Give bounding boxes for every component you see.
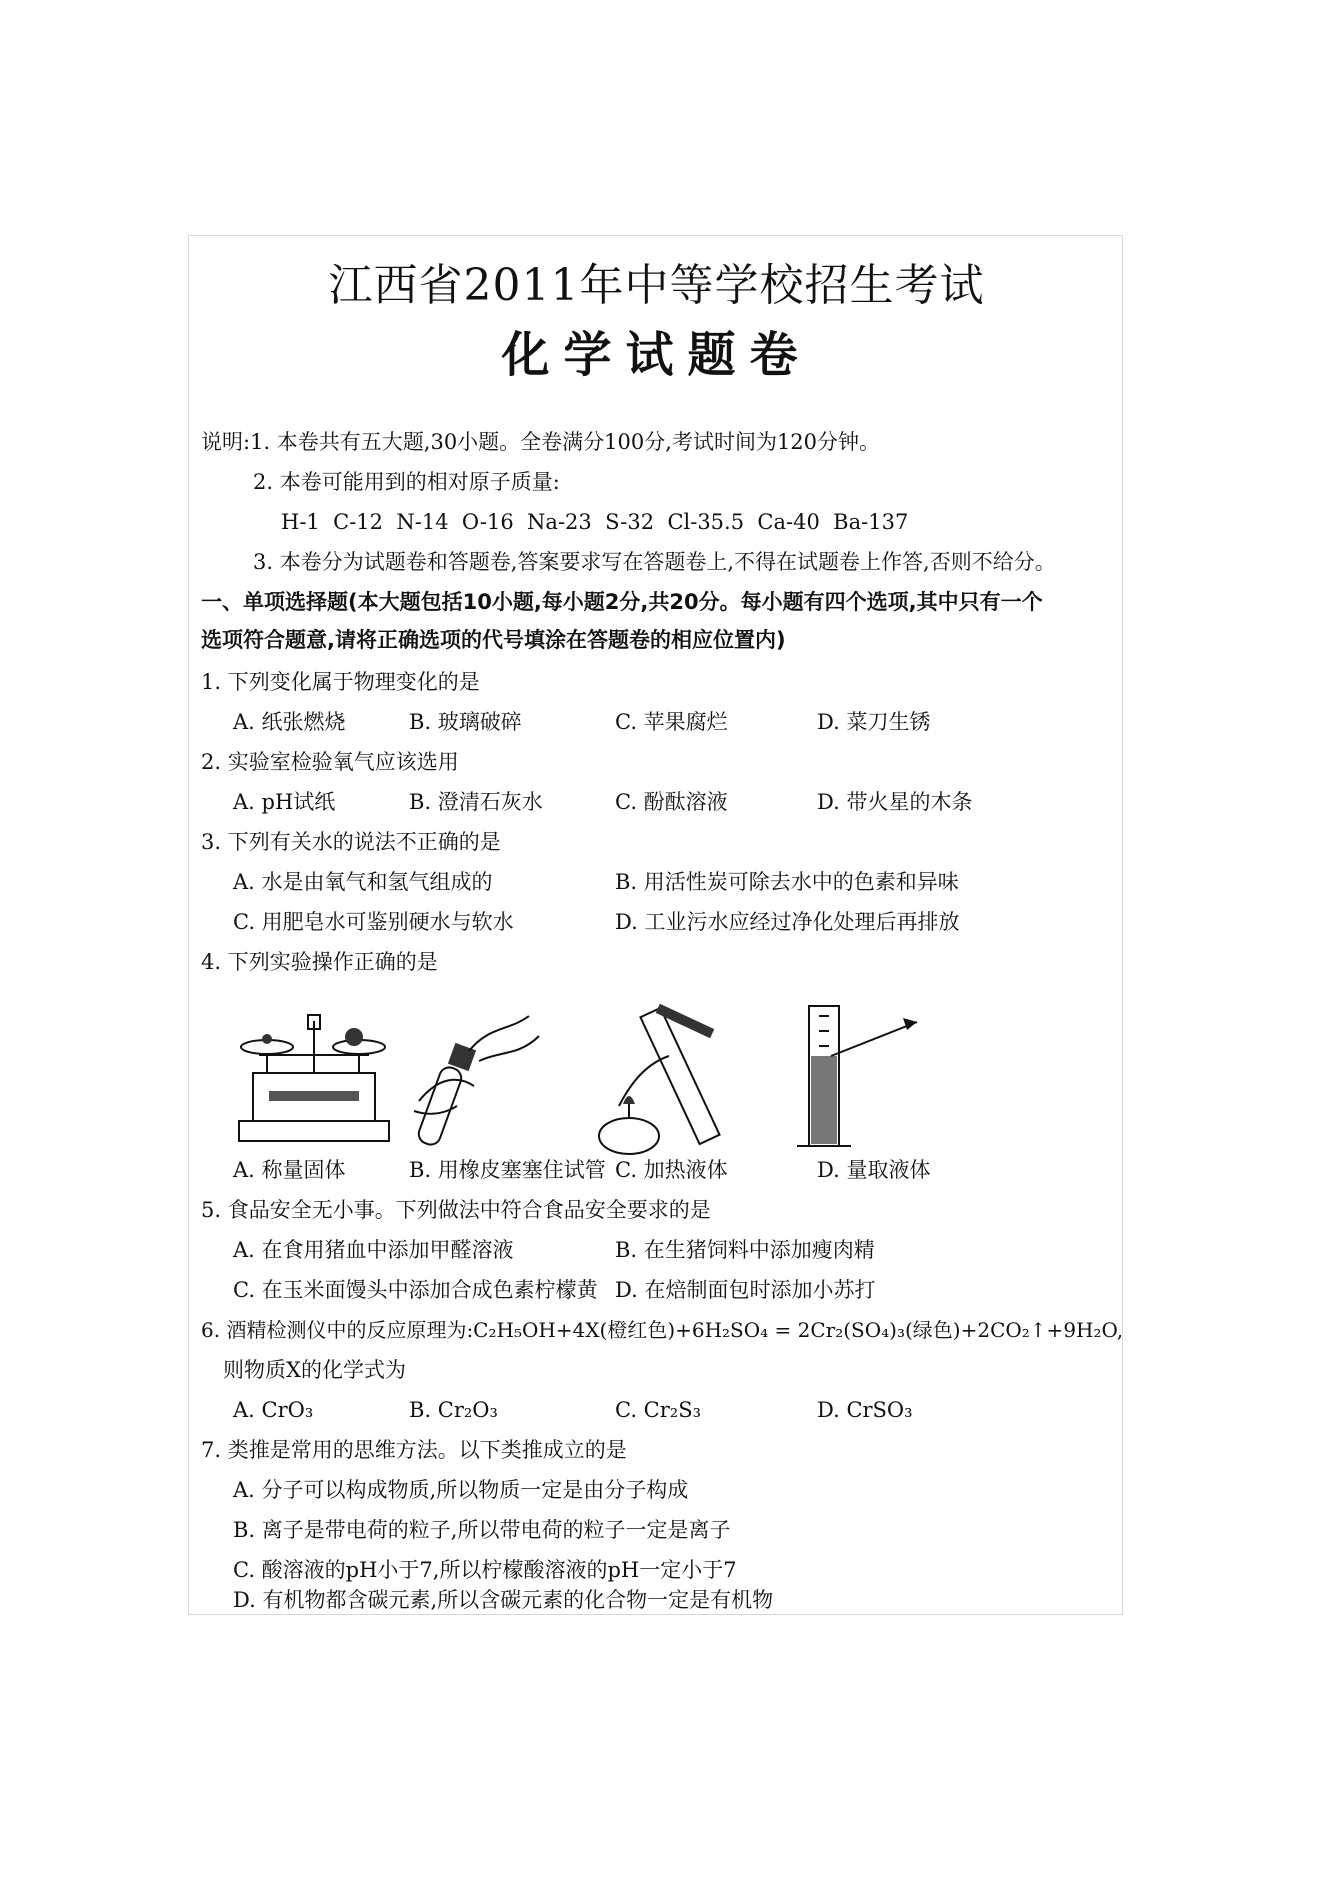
q3-option-c: C. 用肥皂水可鉴别硬水与软水 xyxy=(233,910,514,934)
graduated-cylinder-figure xyxy=(779,996,939,1161)
q3-option-b: B. 用活性炭可除去水中的色素和异味 xyxy=(615,870,959,894)
heating-liquid-figure xyxy=(589,996,759,1166)
q7-option-c: C. 酸溶液的pH小于7,所以柠檬酸溶液的pH一定小于7 xyxy=(233,1558,737,1582)
q1-option-c: C. 苹果腐烂 xyxy=(615,710,728,734)
q3-option-d: D. 工业污水应经过净化处理后再排放 xyxy=(615,910,960,934)
q5-stem: 5. 食品安全无小事。下列做法中符合食品安全要求的是 xyxy=(201,1198,711,1222)
q6-option-a: A. CrO₃ xyxy=(233,1398,314,1422)
q4-stem: 4. 下列实验操作正确的是 xyxy=(201,950,438,974)
section-1-heading-cont: 选项符合题意,请将正确选项的代号填涂在答题卷的相应位置内) xyxy=(201,628,786,652)
q5-option-a: A. 在食用猪血中添加甲醛溶液 xyxy=(233,1238,514,1262)
note-1: 说明:1. 本卷共有五大题,30小题。全卷满分100分,考试时间为120分钟。 xyxy=(201,430,881,454)
note-2: 2. 本卷可能用到的相对原子质量: xyxy=(253,470,560,494)
q4-option-b: B. 用橡皮塞塞住试管 xyxy=(409,1158,606,1182)
q1-option-a: A. 纸张燃烧 xyxy=(233,710,346,734)
q1-option-b: B. 玻璃破碎 xyxy=(409,710,522,734)
section-1-heading: 一、单项选择题(本大题包括10小题,每小题2分,共20分。每小题有四个选项,其中只有一个 xyxy=(201,590,1043,614)
q4-option-c: C. 加热液体 xyxy=(615,1158,728,1182)
q6-stem: 6. 酒精检测仪中的反应原理为:C₂H₅OH+4X(橙红色)+6H₂SO₄ = 2Cr₂(SO₄)₃(绿色)+2CO₂↑+9H₂O, xyxy=(201,1318,1124,1342)
q5-option-d: D. 在焙制面包时添加小苏打 xyxy=(615,1278,876,1302)
q6-option-d: D. CrSO₃ xyxy=(817,1398,913,1422)
q5-option-b: B. 在生猪饲料中添加瘦肉精 xyxy=(615,1238,875,1262)
exam-page xyxy=(188,235,1123,1615)
q6-option-b: B. Cr₂O₃ xyxy=(409,1398,498,1422)
exam-title: 江西省2011年中等学校招生考试 xyxy=(328,260,985,311)
q2-option-b: B. 澄清石灰水 xyxy=(409,790,543,814)
q6-option-c: C. Cr₂S₃ xyxy=(615,1398,701,1422)
q2-option-d: D. 带火星的木条 xyxy=(817,790,973,814)
q2-option-a: A. pH试纸 xyxy=(233,790,336,814)
q2-option-c: C. 酚酞溶液 xyxy=(615,790,728,814)
q3-stem: 3. 下列有关水的说法不正确的是 xyxy=(201,830,501,854)
q2-stem: 2. 实验室检验氧气应该选用 xyxy=(201,750,459,774)
q1-option-d: D. 菜刀生锈 xyxy=(817,710,931,734)
q5-option-c: C. 在玉米面馒头中添加合成色素柠檬黄 xyxy=(233,1278,598,1302)
exam-subtitle: 化学试题卷 xyxy=(501,327,812,383)
q6-stem-cont: 则物质X的化学式为 xyxy=(223,1358,406,1382)
q4-option-a: A. 称量固体 xyxy=(233,1158,346,1182)
q7-option-a: A. 分子可以构成物质,所以物质一定是由分子构成 xyxy=(233,1478,689,1502)
q7-stem: 7. 类推是常用的思维方法。以下类推成立的是 xyxy=(201,1438,627,1462)
q4-option-d: D. 量取液体 xyxy=(817,1158,931,1182)
atomic-masses: H-1 C-12 N-14 O-16 Na-23 S-32 Cl-35.5 Ca-40 Ba-137 xyxy=(281,510,909,534)
q3-option-a: A. 水是由氧气和氢气组成的 xyxy=(233,870,493,894)
balance-figure xyxy=(229,1011,409,1151)
q7-option-d: D. 有机物都含碳元素,所以含碳元素的化合物一定是有机物 xyxy=(233,1588,774,1612)
note-3: 3. 本卷分为试题卷和答题卷,答案要求写在答题卷上,不得在试题卷上作答,否则不给分。 xyxy=(253,550,1056,574)
q7-option-b: B. 离子是带电荷的粒子,所以带电荷的粒子一定是离子 xyxy=(233,1518,731,1542)
q1-stem: 1. 下列变化属于物理变化的是 xyxy=(201,670,480,694)
test-tube-stopper-figure xyxy=(399,1006,559,1156)
